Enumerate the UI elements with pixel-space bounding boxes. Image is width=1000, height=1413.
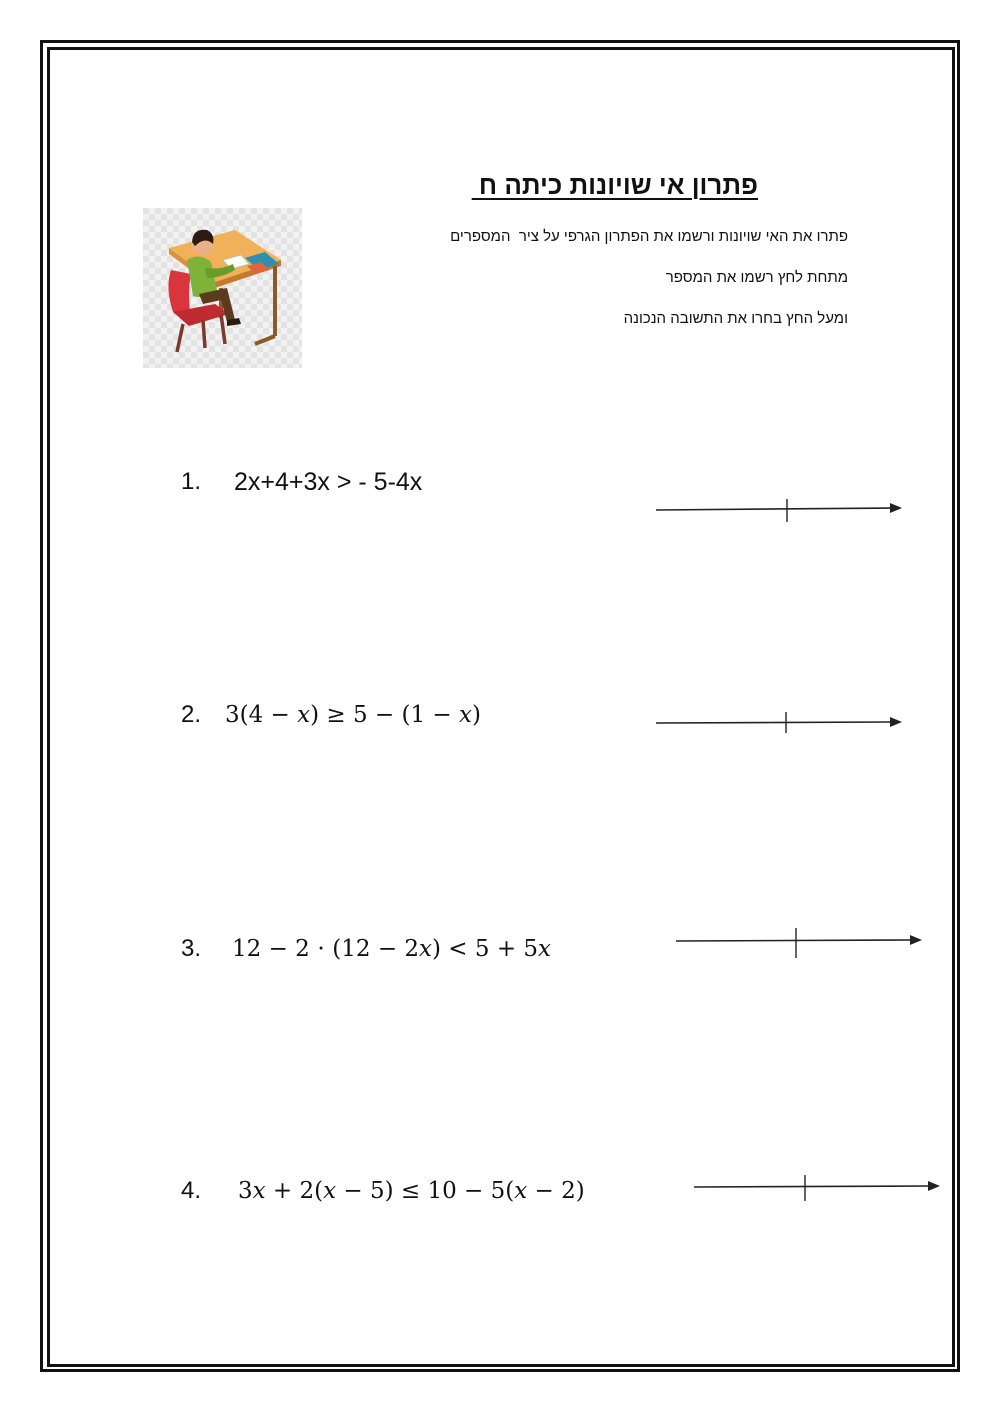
question-4-number-line[interactable] (692, 1172, 944, 1206)
question-3-number: 3. (181, 935, 202, 962)
instruction-line-2: מתחת לחץ רשמו את המספר (665, 269, 848, 286)
student-at-desk-illustration (143, 208, 302, 368)
question-1-number: 1. (181, 468, 202, 495)
question-2-expression: 3(4 − 𝑥) ≥ 5 − (1 − 𝑥) (225, 702, 481, 728)
question-4-expression: 3𝑥 + 2(𝑥 − 5) ≤ 10 − 5(𝑥 − 2) (238, 1178, 585, 1204)
worksheet-title: פתרון אי שויונות כיתה ח (471, 170, 758, 200)
question-1-expression: 2x+4+3x > - 5-4x (234, 468, 423, 496)
question-3-number-line[interactable] (674, 926, 926, 962)
question-2-number-line[interactable] (654, 710, 906, 740)
question-1-number-line[interactable] (654, 496, 906, 526)
instruction-line-3: ומעל החץ בחרו את התשובה הנכונה (623, 310, 848, 327)
question-4-number: 4. (181, 1177, 202, 1204)
question-2-number: 2. (181, 701, 202, 728)
question-3-expression: 12 − 2 ⋅ (12 − 2𝑥) < 5 + 5𝑥 (232, 936, 552, 962)
instruction-line-1: פתרו את האי שויונות ורשמו את הפתרון הגרפי על ציר המספרים (450, 228, 848, 245)
